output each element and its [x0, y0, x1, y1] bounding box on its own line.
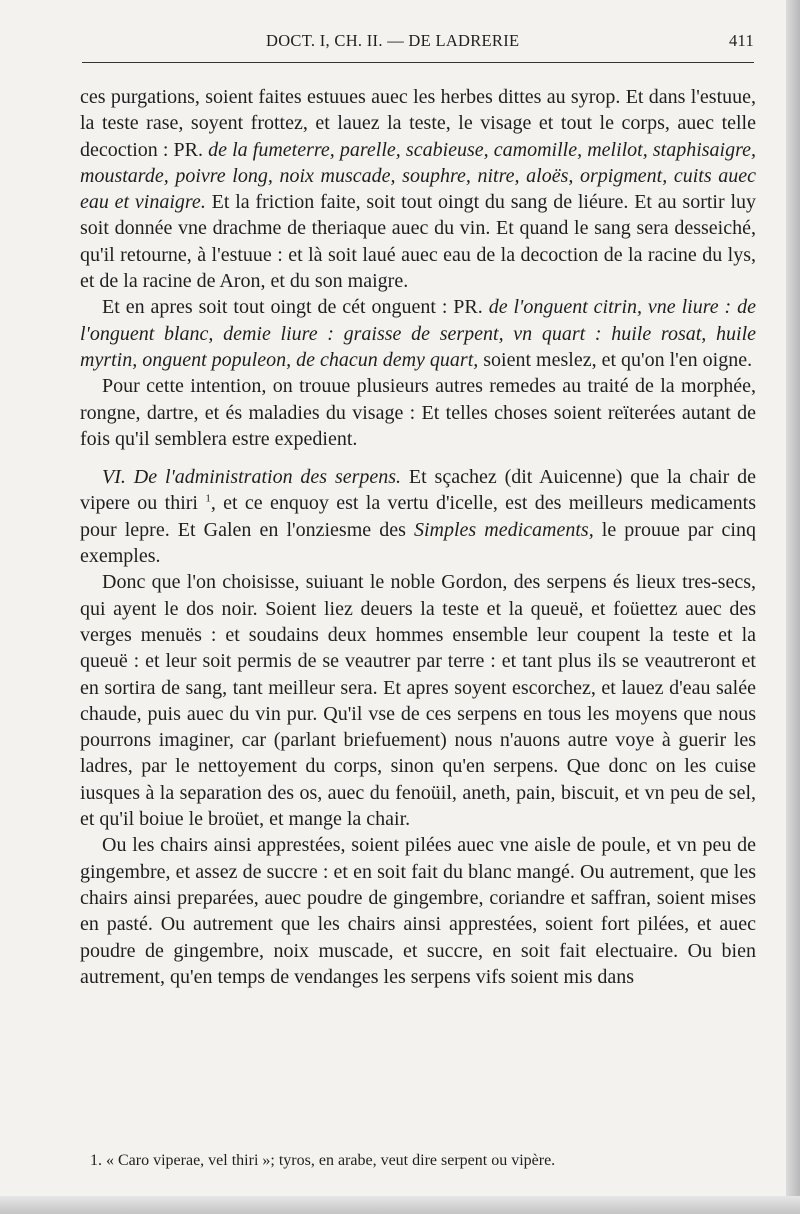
footnote-text: « Caro viperae, vel thiri »; tyros, en arabe, veut dire serpent ou vipère.: [102, 1152, 556, 1169]
paragraph: Et en apres soit tout oingt de cét onguent : PR. de l'onguent citrin, vne liure : de l'onguent blanc, demie liure : graisse de serpent, vn quart : huile rosat, huile myrtin, onguent populeon, de chacun demy quart, soient meslez, et qu'on l'en oigne.: [80, 296, 756, 371]
footnote-number: 1.: [90, 1152, 102, 1169]
page-edge-shadow: [786, 0, 800, 1214]
paragraph: Ou les chairs ainsi apprestées, soient pilées auec vne aisle de poule, et vn peu de gingembre, et assez de succre : et en soit fait du blanc mangé. Ou autrement, que les chairs ainsi preparées, auec poudre de gingembre, coriandre et saffran, soient mises en pasté. Ou autrement que les chairs ainsi apprestées, soient fort pilées, et auec poudre de gingembre, noix muscade, et succre, en soit fait electuaire. Ou bien autrement, qu'en temps de vendanges les serpens vifs soient mis dans: [80, 834, 756, 988]
section-title: De l'administration des serpens.: [133, 466, 402, 489]
paragraph: ces purgations, soient faites estuues auec les herbes dittes au syrop. Et dans l'estuue, la teste rase, soyent frottez, et lauez la teste, le visage et tout le corps, auec telle decoction : PR. de la fumeterre, parelle, scabieuse, camomille, melilot, staphisaigre, moustarde, poivre long, noix muscade, souphre, nitre, aloës, orpigment, cuits auec eau et vinaigre. Et la friction faite, soit tout oingt du sang de liéure. Et au sortir luy soit donnée vne drachme de theriaque auec du vin. Et quand le sang sera desseiché, qu'il retourne, à l'estuue : et là soit laué auec eau de la decoction de la racine du lys, et de la racine de Aron, et du son maigre.: [80, 86, 757, 293]
section-label: VI.: [102, 466, 126, 489]
header-rule: [82, 62, 754, 63]
page-number: 411: [728, 31, 754, 50]
footnote-reference: 1: [205, 492, 211, 505]
page-bottom-shadow: [0, 1196, 800, 1214]
paragraph: Donc que l'on choisisse, suiuant le noble Gordon, des serpens és lieux tres-secs, qui ayent le dos noir. Soient liez deuers la teste et la queuë, et foüettez auec des verges menuës : et soudains deux hommes ensemble leur coupent la teste et la queuë : et leur soit permis de se veautrer par terre : et tant plus ils se veautreront et en sortira de sang, tant meilleur sera. Et apres soyent escorchez, et lauez d'eau salée chaude, puis auec du vin pur. Qu'il vse de ces serpens en tous les moyens que nous pourrons imaginer, car (parlant briefuement) nous n'auons autre voye à guerir les ladres, par le nettoyement du corps, sinon qu'en serpens. Que donc on les cuise iusques à la separation des os, auec du fenoüil, aneth, pain, biscuit, et vn peu de sel, et qu'il boiue le broüet, et mange la chair.: [80, 571, 756, 831]
section-paragraph: VI. De l'administration des serpens. Et sçachez (dit Auicenne) que la chair de vipere ou thiri $^1$, et ce enquoy est la vertu d'icelle, est des meilleurs medicaments pour lepre. Et Galen en l'onziesme des Simples medicaments, le prouue par cinq exemples.: [80, 466, 757, 568]
footnote: [90, 1152, 750, 1170]
body-text: [80, 84, 756, 990]
paragraph: Pour cette intention, on trouue plusieurs autres remedes au traité de la morphée, rongne, dartre, et és maladies du visage : Et telles choses soient reïterées autant de fois qu'il semblera estre expedient.: [80, 375, 756, 450]
running-title: DOCT. I, CH. II. — DE LADRERIE: [266, 31, 520, 50]
